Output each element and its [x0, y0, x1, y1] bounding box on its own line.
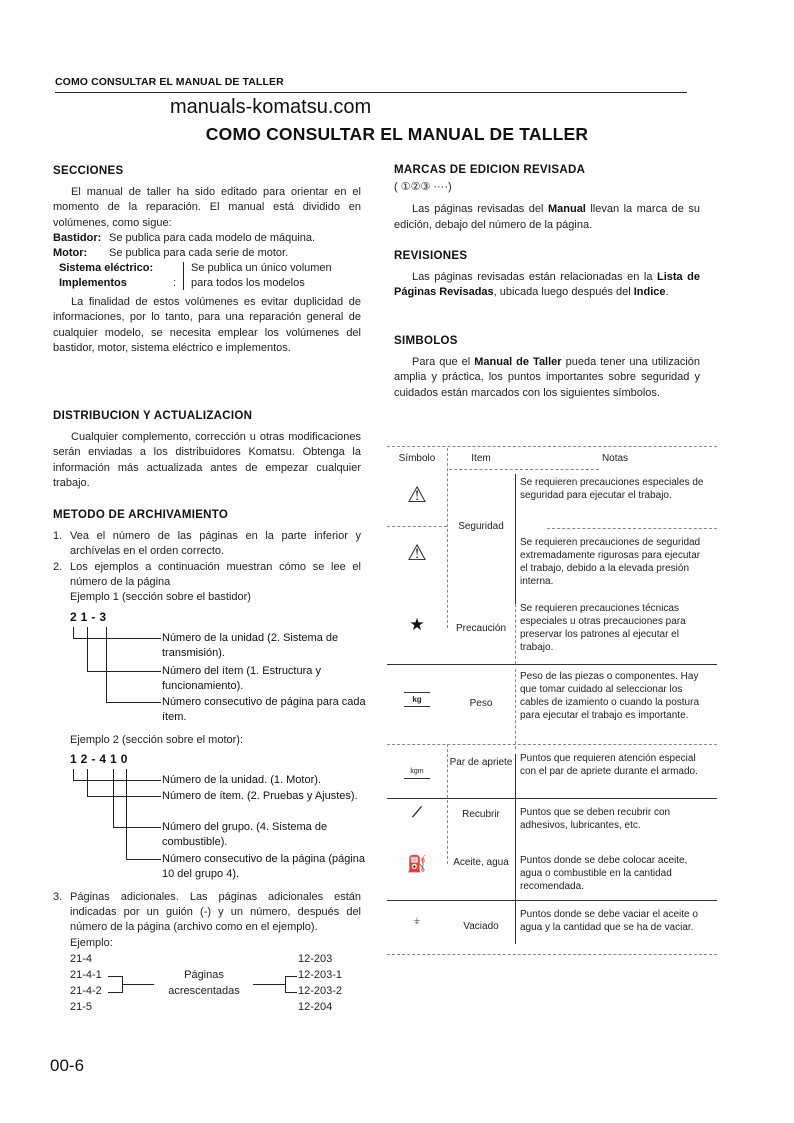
watermark: manuals-komatsu.com — [170, 96, 372, 118]
edition-marks: ( ①②③ ····) — [394, 181, 452, 194]
secciones-intro: El manual de taller ha sido editado para orientar en el momento de la reparación. El manual está dividido en volúmenes, como sigue: — [53, 186, 361, 229]
running-header: COMO CONSULTAR EL MANUAL DE TALLER — [55, 76, 284, 88]
heading-metodo: METODO DE ARCHIVAMIENTO — [53, 509, 229, 521]
simbolos-text: Para que el Manual de Taller pueda tener una utilización amplia y práctica, los puntos importantes sobre seguridad y cuidados están marcados con los siguientes símbolos. — [394, 356, 701, 399]
example2-callout-2: Número de ítem. (2. Pruebas y Ajustes). — [162, 790, 358, 802]
left-page-3: 21-4-2 — [70, 985, 102, 997]
header-symbol: Símbolo — [398, 453, 436, 464]
distribucion-text: Cualquier complemento, corrección u otras modificaciones serán enviadas a los distribuidores Komatsu. Obtenga la información más actualizada antes de empezar cualquier trabajo. — [53, 431, 361, 489]
torque-wrench-icon: kgm — [387, 764, 447, 779]
section-metodo — [53, 508, 361, 605]
section-revisiones — [394, 249, 700, 301]
item-seguridad: Seguridad — [458, 521, 504, 532]
example-label: Ejemplo: — [70, 936, 113, 949]
heading-revisiones: REVISIONES — [394, 250, 468, 262]
left-page-1: 21-4 — [70, 953, 93, 965]
example2-callout-4: Número consecutivo de la página (página 10 del grupo 4). — [162, 853, 366, 881]
section-marcas — [394, 163, 700, 233]
example1-callout-2: Número del ítem (1. Estructura y funcionamiento). — [162, 665, 321, 693]
page-number: 00-6 — [50, 1056, 85, 1075]
warning-triangle-icon: ⚠ — [407, 482, 427, 507]
def-motor: Motor: Se publica para cada serie de motor. — [53, 247, 289, 260]
example2-label: Ejemplo 2 (sección sobre el motor): — [70, 734, 244, 746]
example1-diagram — [70, 610, 370, 728]
header-rule — [55, 92, 687, 93]
list-item-1: 1. Vea el número de las páginas en la parte inferior y archívelas en el orden correcto. — [53, 530, 361, 558]
weight-kg-icon: kg — [387, 692, 447, 707]
example2-callout-3: Número del grupo. (4. Sistema de combustible). — [162, 821, 328, 849]
page-title: COMO CONSULTAR EL MANUAL DE TALLER — [205, 124, 589, 144]
def-bastidor: Bastidor: Se publica para cada modelo de máquina. — [53, 231, 316, 244]
right-page-1: 12-203 — [298, 953, 333, 965]
secciones-para2: La finalidad de estos volúmenes es evitar duplicidad de informaciones, por lo tanto, para una reparación general de cualquier modelo, se necesita emplear los volúmenes del bastidor, motor, sistema eléctrico e implementos. — [53, 296, 361, 354]
star-icon: ★ — [409, 615, 425, 634]
header-item: Item — [471, 453, 491, 464]
list-item-3: 3. Páginas adicionales. Las páginas adicionales están indicadas por un guión (-) y un número, después del número de la página (archivo como en el ejemplo). Ejemplo: — [53, 890, 361, 951]
right-page-3: 12-203-2 — [298, 985, 343, 997]
section-simbolos — [394, 334, 700, 401]
right-page-2: 12-203-1 — [298, 969, 343, 981]
pages-label-2: acrescentadas — [168, 985, 240, 997]
marcas-text: Las páginas revisadas del Manual llevan la marca de su edición, debajo del número de la página. — [394, 203, 701, 231]
example2-callout-1: Número de la unidad. (1. Motor). — [162, 774, 321, 786]
heading-marcas: MARCAS DE EDICION REVISADA — [394, 164, 586, 176]
example2-diagram — [70, 752, 370, 881]
pages-label-1: Páginas — [184, 969, 224, 981]
section-distribucion — [53, 409, 361, 491]
oil-water-can-icon: ⛽ — [407, 856, 427, 873]
example1-callout-3: Número consecutivo de página para cada ítem. — [162, 696, 366, 724]
heading-secciones: SECCIONES — [53, 165, 124, 177]
additional-pages-diagram — [70, 952, 370, 1016]
section-secciones — [53, 164, 361, 356]
example1-label: Ejemplo 1 (sección sobre el bastidor) — [70, 591, 251, 604]
symbols-table: Símbolo Item Notas ⚠ Se requieren precauciones especiales de seguridad para ejecutar el trabajo. Seguridad ⚠ Se requieren precauciones de seguridad extremadamente rigurosas para ejecutar el trabajo, debido a la elevada presión interna. ★ Precaución Se requieren precauciones técnicas especiales u otras precauciones para preservar los patrones al ejecutar el trabajo. kg Peso Peso de las piezas o componentes. Hay que tomar cuidado al seleccionar los cables de izamiento o cuando la postura para ejecutar el trabajo es importante. kgm Par de apriete Puntos que requieren atención especial con el par de apriete durante el armado. ⟋ Recubrir Puntos que se deben recubrir con adhesivos, lubricantes, etc. ⛽ Aceite, agua Puntos donde se debe colocar aceite, agua o combustible en la cantidad recomendada. ⍖ Vaciado Puntos donde se debe vaciar el aceite o agua y la cantidad que se ha de vaciar. — [387, 444, 717, 964]
list-item-2: 2. Los ejemplos a continuación muestran cómo se lee el número de la página — [53, 560, 361, 588]
example1-code: 21-3 — [70, 610, 111, 624]
def-electrico-implementos: Sistema eléctrico: Implementos : Se publica un único volumen para todos los modelos — [59, 262, 332, 290]
revisiones-text: Las páginas revisadas están relacionadas en la Lista de Páginas Revisadas, ubicada luego después del Indice. — [394, 271, 700, 299]
drain-icon: ⍖ — [412, 912, 422, 928]
right-page-4: 12-204 — [298, 1001, 333, 1013]
example2-code: 12-410 — [70, 752, 132, 766]
brace — [183, 262, 184, 290]
example1-callout-1: Número de la unidad (2. Sistema de transmisión). — [162, 632, 339, 660]
left-page-2: 21-4-1 — [70, 969, 102, 981]
heading-simbolos: SIMBOLOS — [394, 335, 458, 347]
pressure-warning-icon: ⚠ — [407, 540, 427, 565]
heading-distribucion: DISTRIBUCION Y ACTUALIZACION — [53, 410, 253, 422]
left-page-4: 21-5 — [70, 1001, 93, 1013]
header-notes: Notas — [601, 453, 629, 464]
coat-brush-icon: ⟋ — [412, 804, 422, 820]
